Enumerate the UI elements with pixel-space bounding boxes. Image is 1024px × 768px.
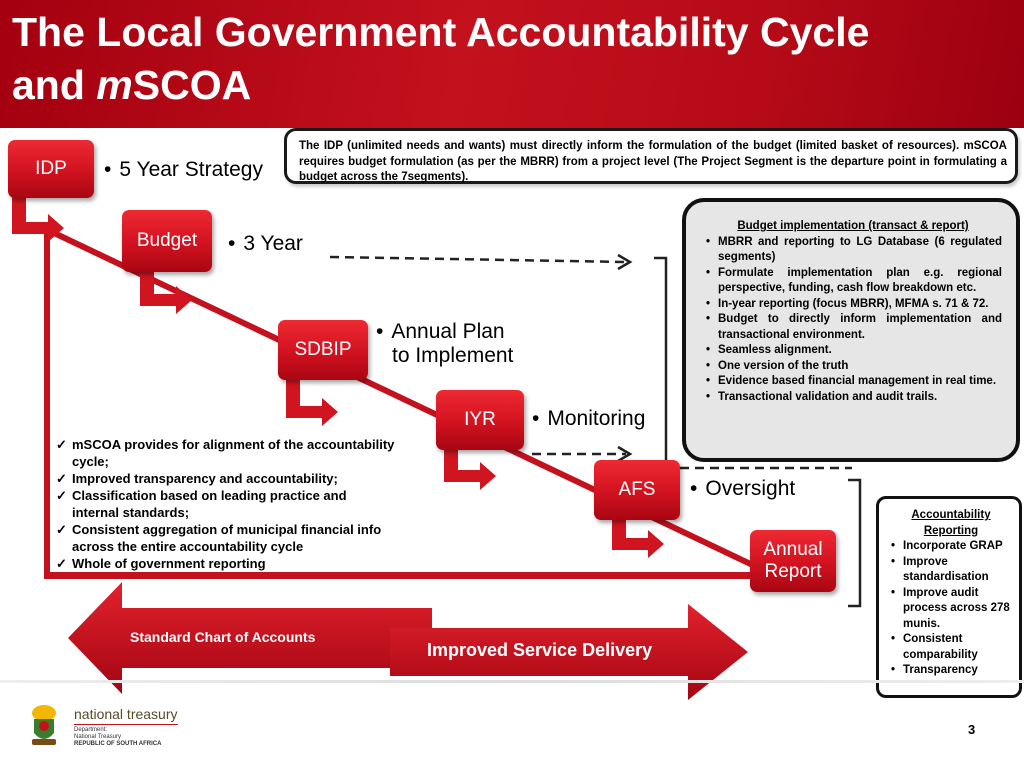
budget-item: • Formulate implementation plan e.g. regional perspective, funding, cash flow breakdown etc. xyxy=(704,266,1002,297)
budget-box-title: Budget implementation (transact & report) xyxy=(737,220,969,232)
step-budget-description: • 3 Year xyxy=(228,232,303,256)
accountability-item: • Improve audit process across 278 munis. xyxy=(889,586,1013,633)
annual-report-line1: Annual xyxy=(763,539,823,560)
step-afs-description: • Oversight xyxy=(690,477,795,501)
title-line-1: The Local Government Accountability Cycle xyxy=(12,9,870,55)
accountability-reporting-box xyxy=(876,496,1022,698)
step-idp: IDP xyxy=(8,140,94,198)
benefit-item: ✓ Whole of government reporting xyxy=(56,555,396,572)
accountability-item: • Improve standardisation xyxy=(889,555,1013,586)
budget-item: • Evidence based financial management in real time. xyxy=(704,374,1002,390)
step-iyr-description: • Monitoring xyxy=(532,407,645,431)
national-treasury-logo xyxy=(26,697,186,757)
footer-divider xyxy=(0,680,1024,683)
title-and: and xyxy=(12,62,97,108)
logo-line2: National Treasury xyxy=(74,734,122,740)
budget-item: • In-year reporting (focus MBRR), MFMA s. 71 & 72. xyxy=(704,297,1002,313)
title-m: m xyxy=(96,62,133,108)
step-iyr: IYR xyxy=(436,390,524,450)
budget-item: • MBRR and reporting to LG Database (6 regulated segments) xyxy=(704,235,1002,266)
title-scoa: SCOA xyxy=(132,62,252,108)
step-annual-report xyxy=(750,530,836,592)
budget-box-list xyxy=(704,235,1002,406)
step-idp-description: • 5 Year Strategy xyxy=(104,158,263,182)
elbow-sdbip xyxy=(286,374,338,426)
accountability-item: • Transparency xyxy=(889,663,1013,679)
benefit-item: ✓ mSCOA provides for alignment of the accountability cycle; xyxy=(56,436,396,470)
benefit-item: ✓ Classification based on leading practice and internal standards; xyxy=(56,487,396,521)
logo-line1: Department: xyxy=(74,727,108,733)
budget-item: • Transactional validation and audit trails. xyxy=(704,390,1002,406)
benefit-item: ✓ Consistent aggregation of municipal financial info across the entire accountability cycle xyxy=(56,521,396,555)
accountability-box-list xyxy=(889,539,1013,679)
accountability-box-title: Accountability Reporting xyxy=(911,509,991,537)
left-rail xyxy=(44,228,50,578)
budget-item: • One version of the truth xyxy=(704,359,1002,375)
budget-item: • Seamless alignment. xyxy=(704,343,1002,359)
coat-of-arms-icon xyxy=(26,699,62,749)
page-number: 3 xyxy=(968,722,976,737)
sdbip-desc-line1: • Annual Plan xyxy=(376,320,513,344)
standard-chart-label: Standard Chart of Accounts xyxy=(130,629,316,645)
annual-report-line2: Report xyxy=(764,561,822,582)
accountability-item: • Incorporate GRAP xyxy=(889,539,1013,555)
benefit-item: ✓ Improved transparency and accountability; xyxy=(56,470,396,487)
step-sdbip: SDBIP xyxy=(278,320,368,380)
logo-name: national treasury xyxy=(74,706,178,722)
idp-note-box: The IDP (unlimited needs and wants) must directly inform the formulation of the budget (limited basket of resources). mSCOA requires budget formulation (as per the MBRR) from a project level (The Project Segment is the departure point in formulating a budget across the 7segments). xyxy=(284,128,1018,184)
logo-line3: REPUBLIC OF SOUTH AFRICA xyxy=(74,741,162,747)
benefits-checklist xyxy=(56,436,396,572)
budget-item: • Budget to directly inform implementation and transactional environment. xyxy=(704,312,1002,343)
step-afs: AFS xyxy=(594,460,680,520)
service-delivery-label: Improved Service Delivery xyxy=(427,640,653,660)
accountability-item: • Consistent comparability xyxy=(889,632,1013,663)
step-budget: Budget xyxy=(122,210,212,272)
sdbip-desc-line2: to Implement xyxy=(392,344,514,367)
budget-implementation-box xyxy=(682,198,1020,462)
step-sdbip-description xyxy=(376,320,513,368)
bottom-rail xyxy=(44,572,754,579)
